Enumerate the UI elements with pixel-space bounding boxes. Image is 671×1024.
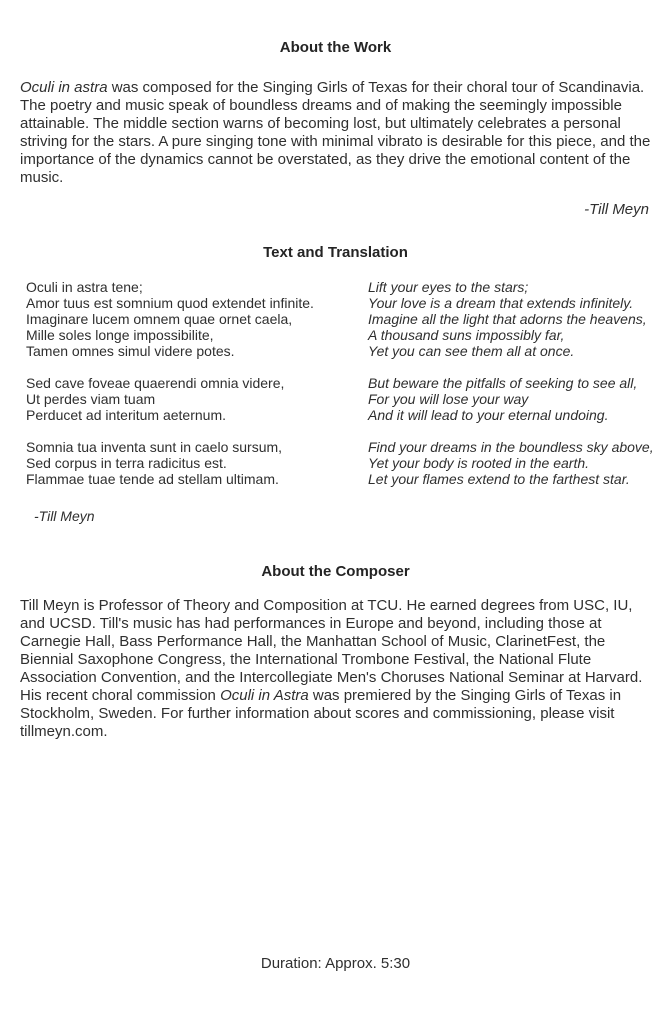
english-stanza-2 [368,375,663,423]
poem-line: For you will lose your way [368,391,529,407]
work-title-italic: Oculi in astra [20,79,108,96]
poem-line: And it will lead to your eternal undoing. [368,407,609,423]
signature-about-the-work: -Till Meyn [584,201,649,218]
poem-line: Yet your body is rooted in the earth. [368,455,590,471]
english-stanza-1 [368,279,663,359]
poem-line: Perducet ad interitum aeternum. [26,407,226,423]
poem-line: Yet you can see them all at once. [368,343,575,359]
poem-line: Flammae tuae tende ad stellam ultimam. [26,471,279,487]
heading-about-the-work: About the Work [279,39,392,56]
latin-column [26,279,368,487]
signature-translation: -Till Meyn [34,508,95,524]
poem-line: Tamen omnes simul videre potes. [26,343,235,359]
poem-line: Let your flames extend to the farthest star. [368,471,630,487]
poem-columns [0,279,671,487]
para-about-the-composer [0,597,671,741]
poem-line: But beware the pitfalls of seeking to see all, [368,375,638,391]
poem-line: Imaginare lucem omnem quae ornet caela, [26,311,293,327]
para-about-the-work-text: was composed for the Singing Girls of Texas for their choral tour of Scandinavia. The poetry and music speak of boundless dreams and of making the seemingly impossible attainable. The middle section warns of becoming lost, but ultimately celebrates a personal striving for the stars. A pure singing tone with minimal vibrato is desirable for this piece, and the importance of the dynamics cannot be overstated, as they drive the emotional content of the music. [20,79,651,186]
poem-line: Sed cave foveae quaerendi omnia videre, [26,375,285,391]
heading-about-the-composer: About the Composer [261,563,410,580]
poem-line: Sed corpus in terra radicitus est. [26,455,227,471]
english-column [368,279,663,487]
poem-line: Amor tuus est somnium quod extendet infinite. [26,295,314,311]
poem-line: Your love is a dream that extends infinitely. [368,295,634,311]
poem-line: Imagine all the light that adorns the heavens, [368,311,647,327]
poem-line: Lift your eyes to the stars; [368,279,529,295]
poem-line: Somnia tua inventa sunt in caelo sursum, [26,439,283,455]
poem-line: A thousand suns impossibly far, [368,327,565,343]
poem-line: Ut perdes viam tuam [26,391,156,407]
para-about-the-work [0,79,671,187]
english-stanza-3 [368,439,663,487]
poem-line: Oculi in astra tene; [26,279,143,295]
para-composer-text-1: Till Meyn is Professor of Theory and Composition at TCU. He earned degrees from USC, IU, and UCSD. Till's music has had performances in Europe and beyond, including those at Carnegie Hall, Bass Performance Hall, the Manhattan School of Music, ClarinetFest, the Biennial Saxophone Congress, the International Trombone Festival, the National Flute Association Convention, and the Intercollegiate Men's Choruses National Seminar at Harvard. His recent choral commission [20,597,643,704]
latin-stanza-2 [26,375,368,423]
para-composer-text-2: was premiered by the Singing Girls of Texas in Stockholm, Sweden. For further information about scores and commissioning, please visit tillmeyn.com. [20,687,622,740]
composer-work-title-italic: Oculi in Astra [220,687,309,704]
poem-line: Mille soles longe impossibilite, [26,327,214,343]
duration-text: Duration: Approx. 5:30 [260,955,411,972]
heading-text-and-translation: Text and Translation [263,244,408,261]
latin-stanza-1 [26,279,368,359]
poem-line: Find your dreams in the boundless sky above, [368,439,654,455]
latin-stanza-3 [26,439,368,487]
